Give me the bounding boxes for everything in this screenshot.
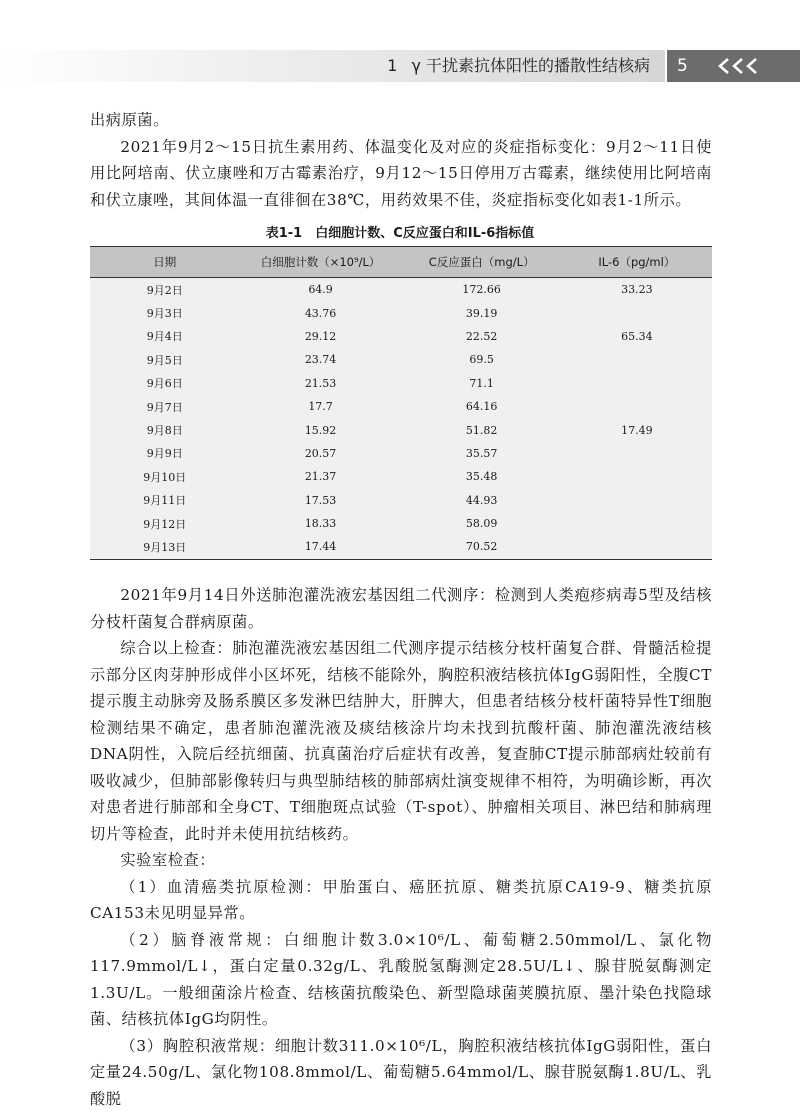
cell-date: 9月11日 <box>143 494 187 508</box>
paragraph: 2021年9月2～15日抗生素用药、体温变化及对应的炎症指标变化：9月2～11日使用比阿培南、伏立康唑和万古霉素治疗，9月12～15日停用万古霉素，继续使用比阿培南和伏立康唑，其间体温一直徘徊在38℃，用药效果不佳，炎症指标变化如表1-1所示。 <box>90 137 712 209</box>
header-wbc: 白细胞计数（×10⁹/L） <box>239 247 401 278</box>
cell-date: 9月7日 <box>146 400 183 414</box>
cell-il6: 33.23 <box>621 283 653 297</box>
cell-wbc: 29.12 <box>304 329 337 343</box>
chapter-number: 1 <box>387 56 398 75</box>
table-row <box>90 348 712 371</box>
paragraph: 出病原菌。 <box>90 111 169 129</box>
cell-il6 <box>562 348 712 371</box>
cell-date: 9月9日 <box>146 447 183 461</box>
page-number: 5 <box>677 56 688 76</box>
cell-wbc: 23.74 <box>304 353 337 367</box>
cell-wbc: 21.53 <box>304 376 337 390</box>
cell-wbc: 17.7 <box>308 400 333 414</box>
cell-crp: 70.52 <box>402 535 562 559</box>
table-row <box>90 512 712 535</box>
cell-date: 9月2日 <box>146 283 183 297</box>
cell-crp: 22.52 <box>465 329 498 343</box>
cell-crp: 172.66 <box>462 283 501 297</box>
cell-wbc: 17.44 <box>239 535 401 559</box>
cell-il6 <box>562 372 712 395</box>
table-caption: 表1-1 白细胞计数、C反应蛋白和IL-6指标值 <box>265 226 535 241</box>
cell-crp: 71.1 <box>469 376 494 390</box>
body-text-bottom <box>90 582 712 1112</box>
cell-wbc: 43.76 <box>304 306 337 320</box>
table-body <box>90 278 712 560</box>
table-row <box>90 465 712 488</box>
table-row <box>90 278 712 302</box>
header-il6: IL-6（pg/ml） <box>562 247 712 278</box>
table-header-row <box>90 247 712 278</box>
cell-crp: 58.09 <box>465 517 498 531</box>
paragraph: 实验室检查： <box>120 851 216 869</box>
cell-il6 <box>562 489 712 512</box>
cell-wbc: 64.9 <box>308 283 333 297</box>
table-row <box>90 301 712 324</box>
table-row <box>90 535 712 559</box>
cell-wbc: 20.57 <box>304 446 337 460</box>
cell-il6 <box>562 535 712 559</box>
header-date: 日期 <box>90 247 239 278</box>
page-number-box <box>667 50 800 82</box>
table-row <box>90 489 712 512</box>
cell-wbc: 21.37 <box>304 470 337 484</box>
cell-crp: 64.16 <box>465 400 498 414</box>
cell-wbc: 18.33 <box>304 517 337 531</box>
cell-il6: 17.49 <box>621 423 653 437</box>
cell-il6: 65.34 <box>621 329 653 343</box>
chapter-title-text: γ 干扰素抗体阳性的播散性结核病 <box>411 56 650 75</box>
cell-crp: 69.5 <box>469 353 494 367</box>
cell-wbc: 17.53 <box>304 493 337 507</box>
table-row <box>90 442 712 465</box>
cell-crp: 35.57 <box>465 446 498 460</box>
table-row <box>90 372 712 395</box>
cell-crp: 39.19 <box>465 306 498 320</box>
cell-date: 9月12日 <box>143 517 187 531</box>
cell-crp: 51.82 <box>465 423 498 437</box>
data-table <box>90 246 712 560</box>
paragraph: （1）血清癌类抗原检测：甲胎蛋白、癌胚抗原、糖类抗原CA19-9、糖类抗原CA153未见明显异常。 <box>90 877 712 922</box>
running-header <box>0 50 800 82</box>
paragraph: 综合以上检查：肺泡灌洗液宏基因组二代测序提示结核分枝杆菌复合群、骨髓活检提示部分区肉芽肿形成伴小区坏死，结核不能除外，胸腔积液结核抗体IgG弱阳性，全腹CT提示腹主动脉旁及肠系膜区多发淋巴结肿大，肝脾大，但患者结核分枝杆菌特异性T细胞检测结果不确定，患者肺泡灌洗液及痰结核涂片均未找到抗酸杆菌、肺泡灌洗液结核DNA阴性，入院后经抗细菌、抗真菌治疗后症状有改善，复查肺CT提示肺部病灶较前有吸收减少，但肺部影像转归与典型肺结核的肺部病灶演变规律不相符，为明确诊断，再次对患者进行肺部和全身CT、T细胞斑点试验（T-spot）、肿瘤相关项目、淋巴结和肺病理切片等检查，此时并未使用抗结核药。 <box>90 639 712 843</box>
table-row <box>90 325 712 348</box>
cell-date: 9月4日 <box>146 330 183 344</box>
cell-crp: 44.93 <box>465 493 498 507</box>
paragraph: （3）胸腔积液常规：细胞计数311.0×10⁶/L，胸腔积液结核抗体IgG弱阳性，蛋白定量24.50g/L、氯化物108.8mmol/L、葡萄糖5.64mmol/L、腺苷脱氨酶1.8U/L、乳酸脱 <box>90 1036 712 1108</box>
cell-date: 9月6日 <box>146 377 183 391</box>
cell-il6 <box>562 442 712 465</box>
cell-date: 9月3日 <box>146 307 183 321</box>
cell-date: 9月13日 <box>90 535 239 559</box>
cell-il6 <box>562 395 712 418</box>
chevron-left-icon <box>712 57 782 75</box>
cell-il6 <box>562 465 712 488</box>
cell-wbc: 15.92 <box>304 423 337 437</box>
header-crp: C反应蛋白（mg/L） <box>402 247 562 278</box>
cell-date: 9月5日 <box>146 353 183 367</box>
cell-il6 <box>562 301 712 324</box>
paragraph: 2021年9月14日外送肺泡灌洗液宏基因组二代测序：检测到人类疱疹病毒5型及结核分枝杆菌复合群病原菌。 <box>90 586 712 631</box>
table-row <box>90 418 712 441</box>
table-row <box>90 395 712 418</box>
cell-date: 9月8日 <box>146 424 183 438</box>
cell-crp: 35.48 <box>465 470 498 484</box>
cell-date: 9月10日 <box>143 470 187 484</box>
paragraph: （2）脑脊液常规：白细胞计数3.0×10⁶/L、葡萄糖2.50mmol/L、氯化物117.9mmol/L↓，蛋白定量0.32g/L、乳酸脱氢酶测定28.5U/L↓、腺苷脱氨酶测定1.3U/L。一般细菌涂片检查、结核菌抗酸染色、新型隐球菌荚膜抗原、墨汁染色找隐球菌、结核抗体IgG均阴性。 <box>90 930 712 1028</box>
chapter-title <box>387 50 650 82</box>
body-text-top <box>90 107 712 213</box>
cell-il6 <box>562 512 712 535</box>
